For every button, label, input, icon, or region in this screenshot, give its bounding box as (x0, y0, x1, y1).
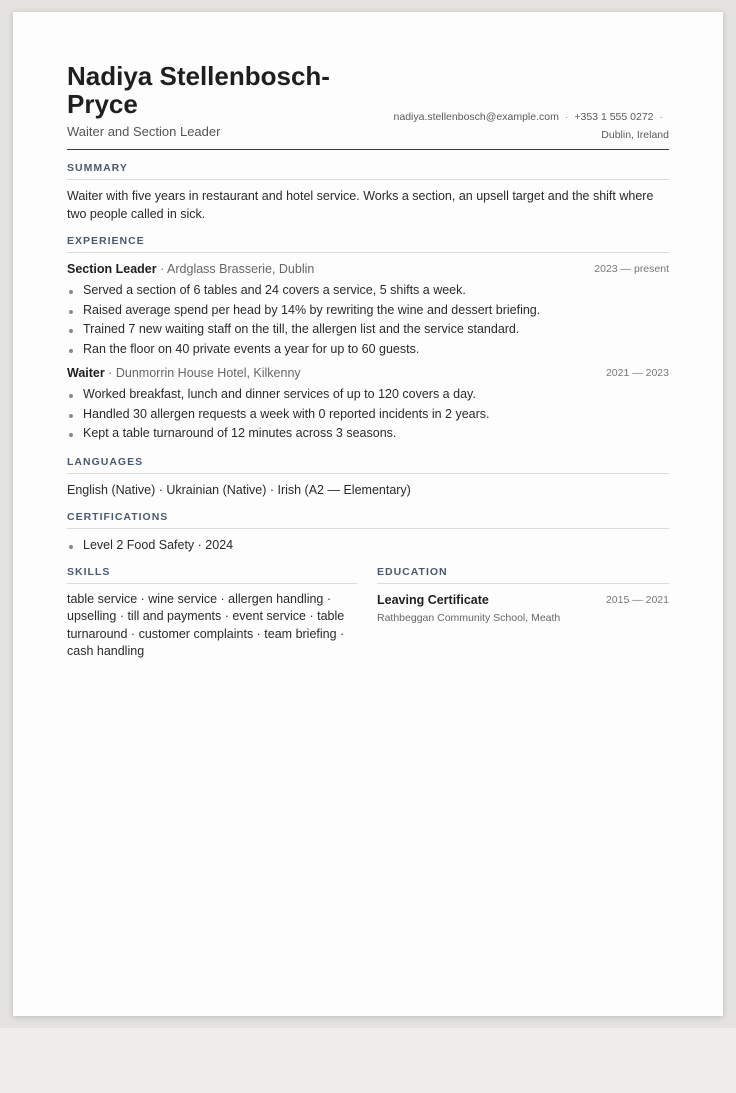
contact-email: nadiya.stellenbosch@example.com (393, 111, 559, 123)
summary-section (67, 162, 669, 223)
resume-page (13, 12, 723, 1016)
job-bullet: Trained 7 new waiting staff on the till, the allergen list and the service standard. (83, 320, 669, 340)
job-header (67, 260, 669, 279)
skills-text: table service · wine service · allergen handling · upselling · till and payments · event service · table turnaround · customer complaints · team briefing · cash handling (67, 591, 345, 659)
languages-section (67, 456, 669, 499)
contact-location: Dublin, Ireland (601, 129, 669, 141)
job-bullet: Served a section of 6 tables and 24 covers a service, 5 shifts a week. (83, 281, 669, 301)
skills-section (67, 566, 357, 661)
job-bullets (67, 281, 669, 360)
job-separator: · (156, 262, 168, 276)
job-organization: Dunmorrin House Hotel, Kilkenny (115, 365, 301, 380)
section-title-education: EDUCATION (377, 566, 669, 584)
job-dates: 2023 — present (594, 263, 669, 275)
certification-list (67, 536, 669, 556)
section-title-experience: EXPERIENCE (67, 235, 669, 253)
job-bullet: Kept a table turnaround of 12 minutes across 3 seasons. (83, 424, 669, 444)
section-title-summary: SUMMARY (67, 162, 669, 180)
certifications-section (67, 511, 669, 556)
job-bullet: Raised average spend per head by 14% by rewriting the wine and dessert briefing. (83, 301, 669, 321)
education-school: Rathbeggan Community School, Meath (377, 611, 561, 624)
resume-header (67, 62, 669, 150)
job-title: Section Leader (67, 262, 157, 276)
job-organization: Ardglass Brasserie, Dublin (167, 262, 315, 276)
education-dates: 2015 — 2021 (605, 593, 669, 606)
job-entry (67, 364, 669, 444)
education-header (377, 591, 669, 609)
job-bullets (67, 385, 669, 444)
job-title: Waiter (67, 365, 105, 380)
certification-item: Level 2 Food Safety · 2024 (83, 536, 669, 556)
education-degree: Leaving Certificate (377, 592, 489, 607)
job-bullet: Worked breakfast, lunch and dinner services of up to 120 covers a day. (83, 385, 669, 405)
contact-phone: +353 1 555 0272 (574, 111, 654, 123)
experience-section (67, 235, 669, 444)
section-title-skills: SKILLS (67, 566, 357, 584)
contact-separator: · (564, 111, 569, 123)
contact-info (369, 108, 669, 144)
job-header (67, 364, 669, 383)
job-separator: · (104, 365, 116, 380)
job-dates: 2021 — 2023 (605, 366, 669, 379)
candidate-name: Nadiya Stellenbosch-Pryce (67, 61, 330, 119)
background-band (0, 1028, 736, 1093)
job-bullet: Ran the floor on 40 private events a year for up to 60 guests. (83, 340, 669, 360)
candidate-role: Waiter and Section Leader (67, 124, 221, 139)
job-bullet: Handled 30 allergen requests a week with 0 reported incidents in 2 years. (83, 405, 669, 425)
resume-content (67, 62, 669, 686)
job-entry (67, 260, 669, 360)
languages-text: English (Native) · Ukrainian (Native) · Irish (A2 — Elementary) (67, 482, 411, 497)
contact-separator: · (659, 111, 663, 123)
section-title-languages: LANGUAGES (67, 456, 669, 474)
skills-education-row (67, 566, 669, 686)
section-title-certifications: CERTIFICATIONS (67, 511, 669, 529)
education-section (377, 566, 669, 627)
summary-text: Waiter with five years in restaurant and hotel service. Works a section, an upsell target and the shift where two people called in sick. (67, 189, 654, 221)
